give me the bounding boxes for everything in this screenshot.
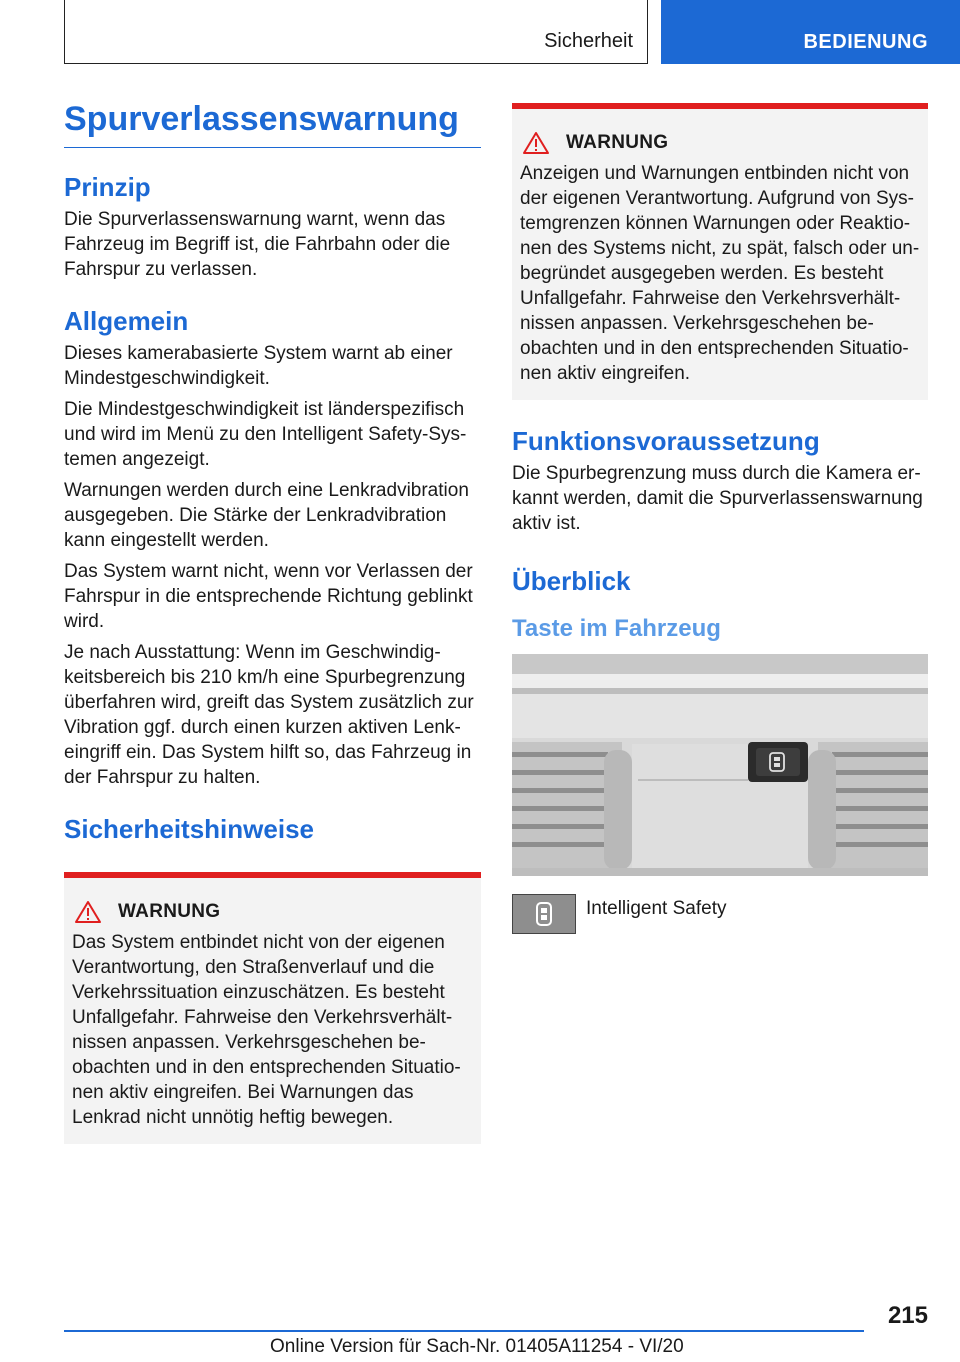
allgemein-paragraph: Die Mindestgeschwindigkeit ist länderspezifisch und wird im Menü zu den Intelligent Safety-Sys-temen angezeigt. — [64, 399, 467, 471]
warning-title: WARNUNG — [118, 900, 221, 922]
header-chapter-tab — [661, 0, 960, 64]
warning-header — [72, 900, 473, 924]
vehicle-button-photo — [512, 654, 928, 876]
warning-text: Anzeigen und Warnungen entbinden nicht von der eigenen Verantwortung. Aufgrund von Sys-temgrenzen können Warnungen oder Reaktio-nen des Systems nicht, zu spät, falsch oder un-begründet ausgegeben werden. Es besteht Unfallgefahr. Fahrweise den Verkehrsverhält-nissen anpassen. Verkehrsgeschehen be-obachten und in den entsprechenden Situatio-nen aktiv eingreifen. — [520, 163, 920, 384]
allgemein-paragraph: Das System warnt nicht, wenn vor Verlassen der Fahrspur in die entsprechende Richtung geblinkt wird. — [64, 561, 473, 633]
allgemein-paragraph: Warnungen werden durch eine Lenkradvibration ausgegeben. Die Stärke der Lenkradvibration kann eingestellt werden. — [64, 480, 469, 552]
warning-header — [520, 131, 920, 155]
allgemein-paragraph: Dieses kamerabasierte System warnt ab einer Mindestgeschwindigkeit. — [64, 343, 453, 390]
warning-box — [512, 103, 928, 400]
footer-online-version: Online Version für Sach-Nr. 01405A11254 - VI/20 — [270, 1336, 684, 1357]
warning-triangle-icon — [74, 900, 102, 924]
heading-taste-im-fahrzeug: Taste im Fahrzeug — [512, 615, 721, 643]
page-title: Spurverlassenswarnung — [64, 100, 481, 148]
funktion-text: Die Spurbegrenzung muss durch die Kamera er-kannt werden, damit die Spurverlassenswarnung aktiv ist. — [512, 463, 923, 535]
allgemein-paragraph: Je nach Ausstattung: Wenn im Geschwindig-keitsbereich bis 210 km/h eine Spurbegrenzung überfahren wird, greift das System zusätzlich zur Vibration ggf. durch einen kurzen aktiven Lenk-eingriff ein. Das System hilft so, das Fahrzeug in der Fahrspur zu halten. — [64, 642, 474, 789]
legend-label: Intelligent Safety — [586, 898, 727, 920]
intelligent-safety-button-icon — [512, 894, 576, 934]
warning-triangle-icon — [522, 131, 550, 155]
header-chapter-title: BEDIENUNG — [803, 31, 928, 53]
legend-row — [512, 894, 928, 934]
warning-title: WARNUNG — [566, 132, 669, 153]
header-section-tab — [64, 0, 648, 64]
header-section-title: Sicherheit — [544, 30, 633, 52]
heading-ueberblick: Überblick — [512, 566, 631, 597]
page-number: 215 — [887, 1302, 928, 1329]
left-column — [64, 100, 481, 1144]
heading-prinzip: Prinzip — [64, 172, 151, 203]
right-column — [512, 100, 928, 934]
heading-allgemein: Allgemein — [64, 306, 189, 337]
warning-text: Das System entbindet nicht von der eigenen Verantwortung, den Straßenverlauf und die Verkehrssituation einzuschätzen. Es besteht Unfallgefahr. Fahrweise den Verkehrsverhält-nissen anpassen. Verkehrsgeschehen be-obachten und in den entsprechenden Situatio-nen aktiv eingreifen. Bei Warnungen das Lenkrad nicht unnötig heftig bewegen. — [72, 931, 461, 1128]
heading-sicherheitshinweise: Sicherheitshinweise — [64, 814, 314, 845]
heading-funktionsvoraussetzung: Funktionsvoraussetzung — [512, 426, 820, 456]
warning-box — [64, 872, 481, 1144]
prinzip-text: Die Spurverlassenswarnung warnt, wenn das Fahrzeug im Begriff ist, die Fahrbahn oder die Fahrspur zu verlassen. — [64, 209, 451, 281]
footer-divider — [64, 1330, 864, 1332]
